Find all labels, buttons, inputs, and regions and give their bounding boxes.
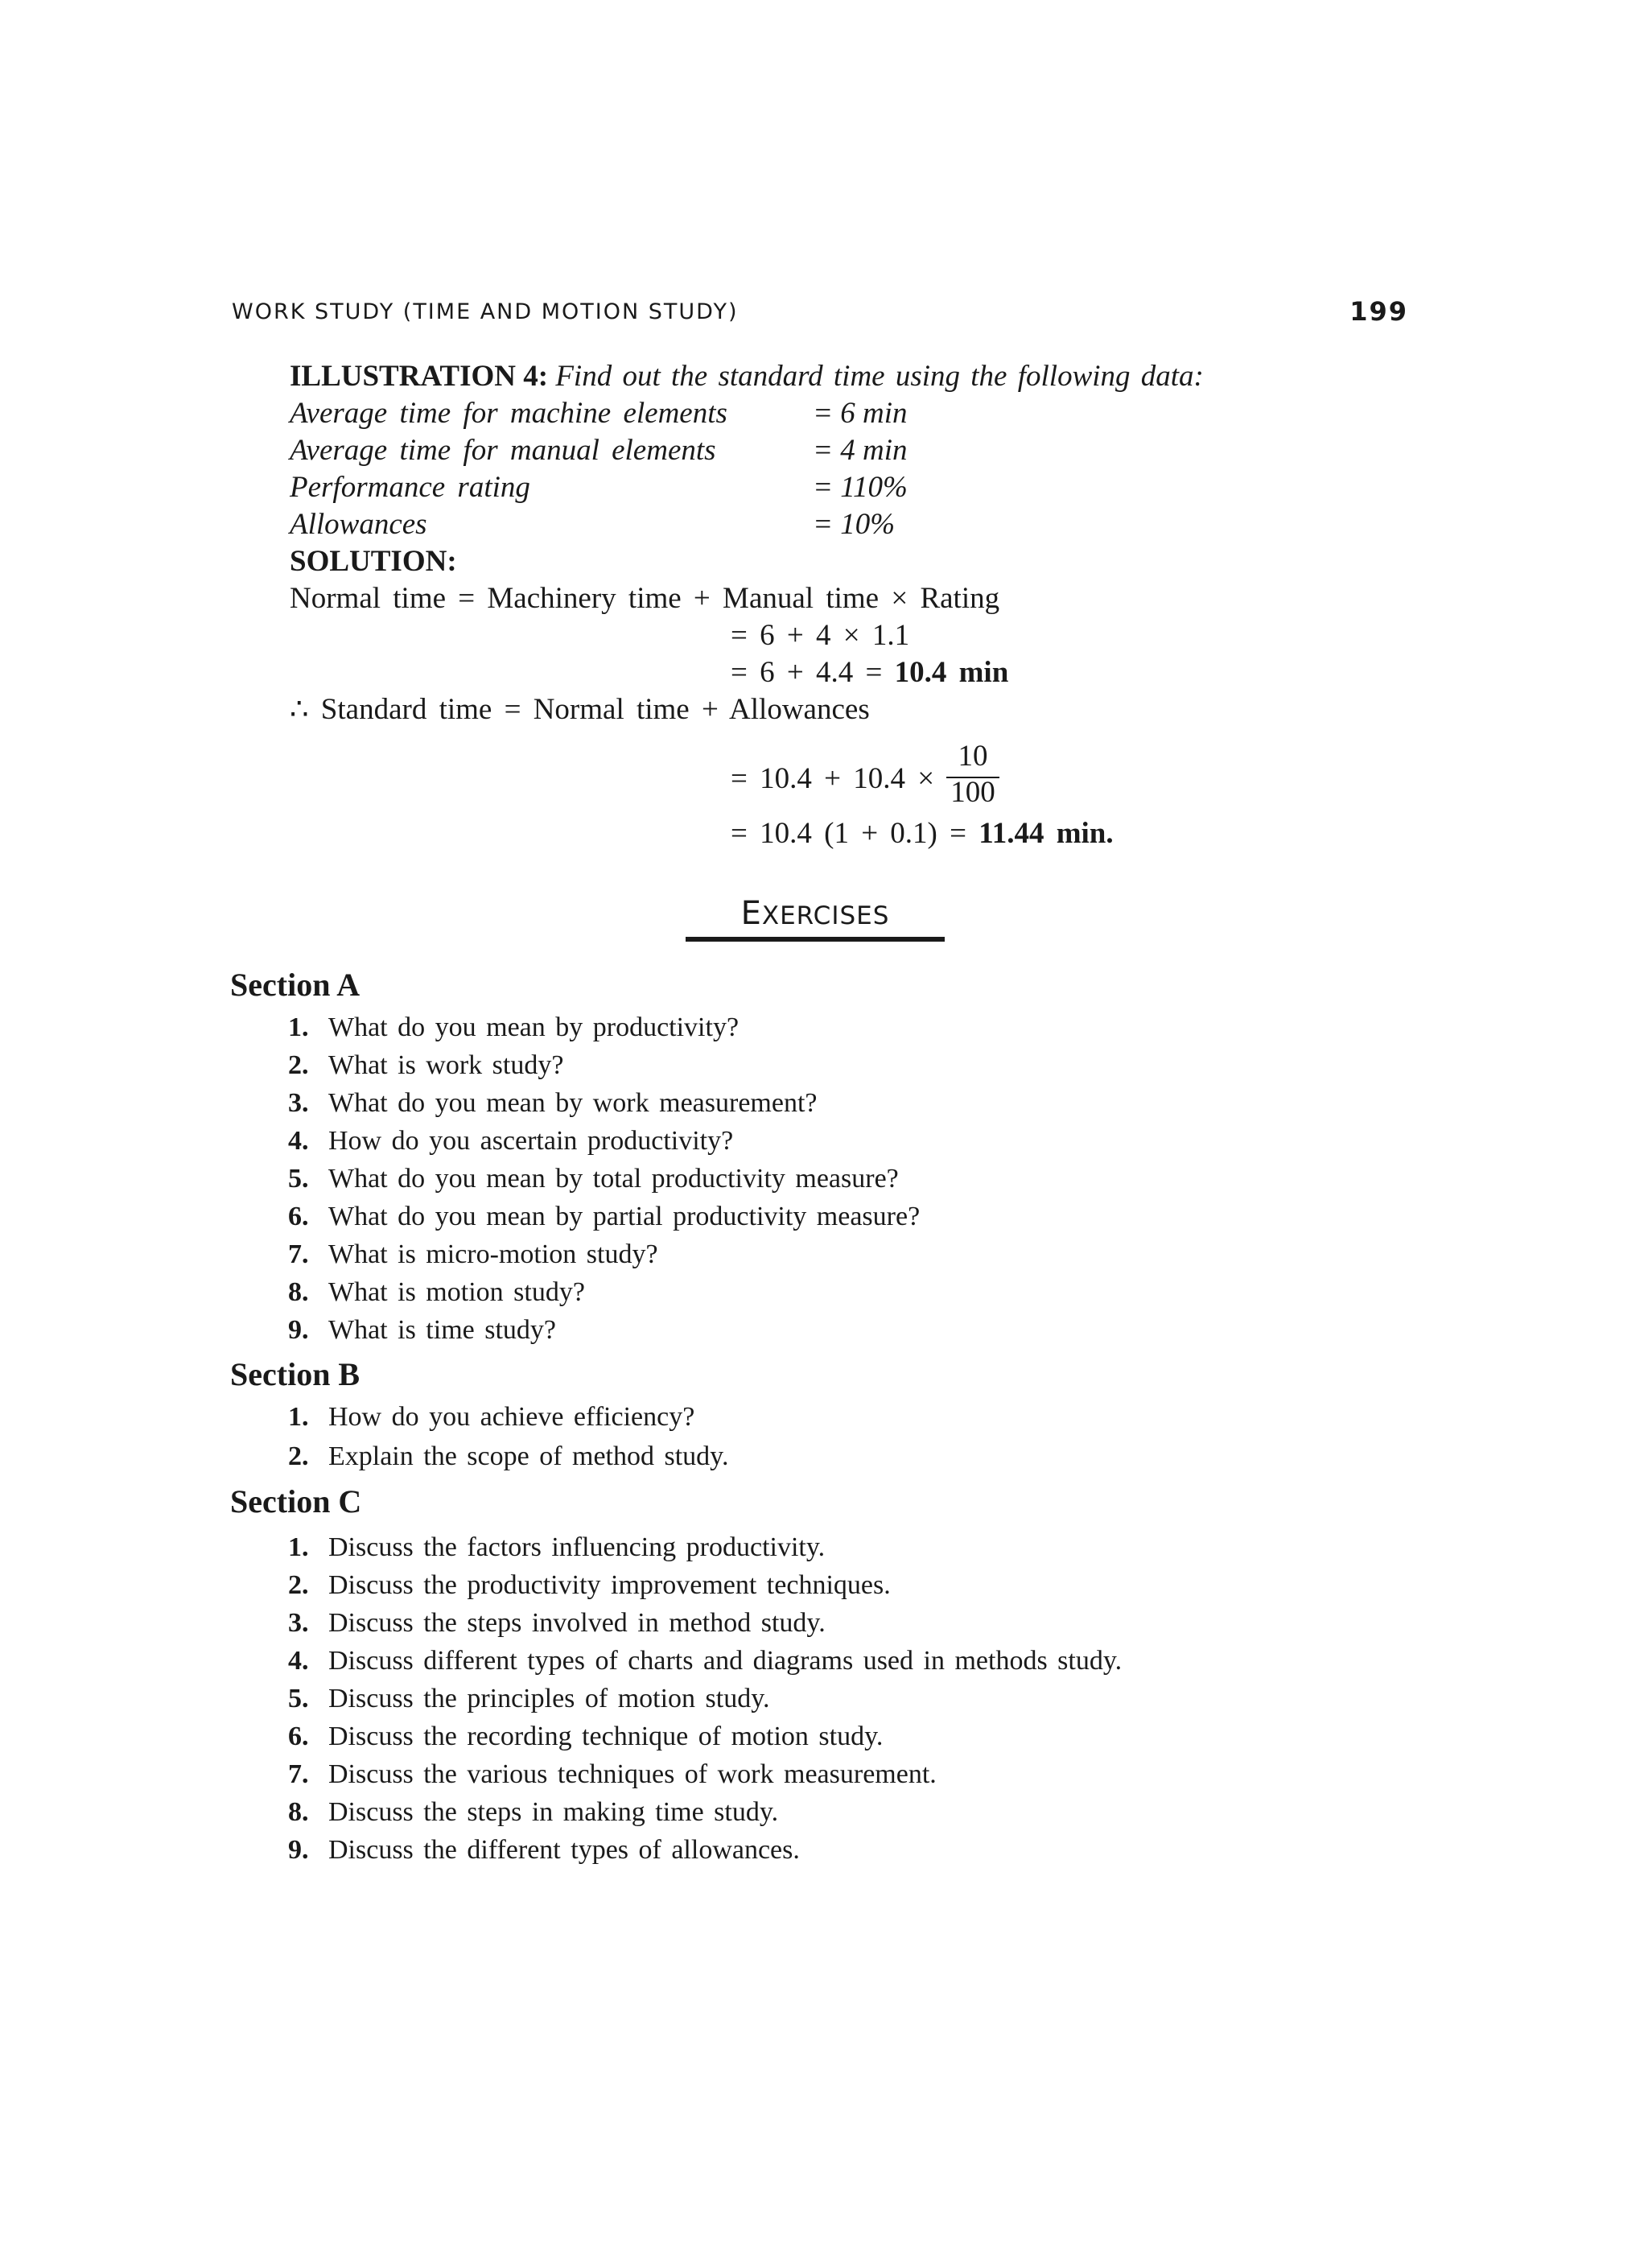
illustration-heading bbox=[290, 359, 1204, 394]
list-item: 4. How do you ascertain productivity? bbox=[288, 1126, 734, 1156]
exercises-title bbox=[686, 895, 945, 932]
standard-time-line bbox=[290, 692, 870, 728]
data-value-manual: = 4 min bbox=[813, 434, 908, 467]
list-item: 1. Discuss the factors influencing productivity. bbox=[288, 1532, 826, 1562]
list-item: 7. What is micro-motion study? bbox=[288, 1239, 658, 1269]
data-value-machine: = 6 min bbox=[813, 397, 908, 430]
illustration-label: ILLUSTRATION 4: bbox=[290, 360, 549, 393]
exercises-underline bbox=[686, 937, 945, 942]
data-label-rating: Performance rating bbox=[290, 471, 530, 504]
list-item: 6. Discuss the recording technique of motion study. bbox=[288, 1722, 884, 1751]
list-item: 3. What do you mean by work measurement? bbox=[288, 1088, 818, 1118]
list-item: 2. What is work study? bbox=[288, 1050, 564, 1080]
data-label-allowances: Allowances bbox=[290, 508, 427, 541]
list-item: 3. Discuss the steps involved in method study. bbox=[288, 1608, 826, 1638]
page-number: 199 bbox=[1349, 296, 1408, 327]
data-value-rating: = 110% bbox=[813, 471, 908, 504]
list-item: 9. What is time study? bbox=[288, 1315, 557, 1345]
therefore-symbol: ∴ bbox=[290, 693, 309, 726]
data-label-machine: Average time for machine elements bbox=[290, 397, 727, 430]
list-item: 8. Discuss the steps in making time study. bbox=[288, 1797, 779, 1827]
running-head: WORK STUDY (TIME AND MOTION STUDY) bbox=[232, 299, 739, 324]
list-item: 7. Discuss the various techniques of work measurement. bbox=[288, 1759, 937, 1789]
exercises-title-rest: XERCISES bbox=[761, 901, 890, 930]
fraction-numerator: 10 bbox=[958, 740, 988, 773]
section-c-title: Section C bbox=[230, 1483, 362, 1520]
solution-step-3: = 10.4 + 10.4 × bbox=[731, 762, 935, 795]
list-item: 5. What do you mean by total productivity measure? bbox=[288, 1164, 899, 1194]
step-4-expression: = 10.4 (1 + 0.1) = bbox=[731, 817, 966, 850]
list-item: 9. Discuss the different types of allowances. bbox=[288, 1835, 800, 1865]
illustration-prompt: Find out the standard time using the following data: bbox=[555, 360, 1204, 393]
section-b-title: Section B bbox=[230, 1356, 360, 1392]
exercises-title-initial: E bbox=[740, 895, 762, 932]
solution-step-4 bbox=[731, 816, 1114, 852]
normal-time-equation: Normal time = Machinery time + Manual time × Rating bbox=[290, 582, 1000, 615]
list-item: 1. How do you achieve efficiency? bbox=[288, 1402, 695, 1432]
standard-time-equation: Standard time = Normal time + Allowances bbox=[320, 693, 870, 726]
allowance-fraction bbox=[946, 739, 999, 810]
solution-step-1: = 6 + 4 × 1.1 bbox=[731, 619, 910, 652]
step-2-expression: = 6 + 4.4 = bbox=[731, 656, 883, 689]
data-value-allowances: = 10% bbox=[813, 508, 896, 541]
section-a-title: Section A bbox=[230, 967, 360, 1003]
page-header bbox=[232, 296, 1408, 328]
fraction-denominator: 100 bbox=[950, 776, 995, 809]
standard-time-result: 11.44 min. bbox=[978, 817, 1114, 850]
data-label-manual: Average time for manual elements bbox=[290, 434, 716, 467]
list-item: 5. Discuss the principles of motion study. bbox=[288, 1684, 770, 1713]
list-item: 4. Discuss different types of charts and diagrams used in methods study. bbox=[288, 1646, 1123, 1676]
solution-step-2 bbox=[731, 655, 1008, 691]
list-item: 2. Explain the scope of method study. bbox=[288, 1441, 729, 1471]
list-item: 2. Discuss the productivity improvement techniques. bbox=[288, 1570, 891, 1600]
list-item: 6. What do you mean by partial productivity measure? bbox=[288, 1202, 921, 1231]
solution-label: SOLUTION: bbox=[290, 545, 457, 578]
list-item: 1. What do you mean by productivity? bbox=[288, 1012, 740, 1042]
normal-time-result: 10.4 min bbox=[894, 656, 1009, 689]
list-item: 8. What is motion study? bbox=[288, 1277, 585, 1307]
